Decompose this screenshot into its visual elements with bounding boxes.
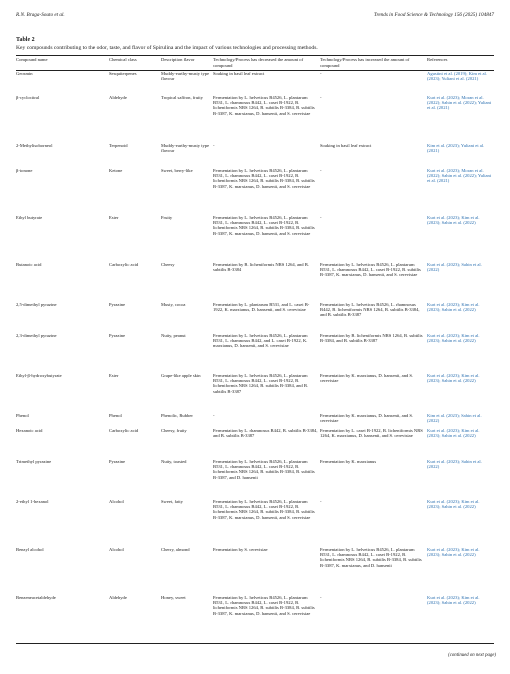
chemical-class: Pyrazine: [109, 301, 126, 307]
flavor-description: Fruity: [161, 214, 173, 220]
compound-name: 2,3-dimethyl pyrazine: [16, 332, 57, 338]
increased-by: -: [320, 94, 322, 100]
flavor-description: Phenolic, Rubber: [161, 412, 193, 418]
table-row: [16, 302, 494, 333]
decreased-by: Fermentation by L. plantarum B531, and L. casei B-1922, K. marxianus, D. hansenii, and S. cerevisiae: [213, 301, 310, 312]
increased-by: Fermentation by L. helveticus B4526, L. plantarum B531, L. rhamnosus B442, L. casei B-1922, B. licheniformis NRS 1264, B. subtilis B-3384, B. subtilis B-3387, K. marxianus, and D. hansenii: [320, 546, 422, 568]
increased-by: Soaking in basil leaf extract: [320, 142, 372, 148]
increased-by: Fermentation by L. casei B-1922, B. licheniformis NRS 1264, K. marxianus, D. hansenii, and S. cerevisiae: [320, 427, 423, 438]
decreased-by: Fermentation by B. licheniformis NRS 1264, and B. subtilis B-3384: [213, 261, 309, 272]
flavor-description: Cheesy, fruity: [161, 427, 187, 433]
flavor-description: Honey, sweet: [161, 594, 186, 600]
increased-by: -: [320, 70, 322, 76]
compound-name: Ethyl-β-hydroxybutyrate: [16, 372, 62, 378]
compound-name: Benzyl alcohol: [16, 546, 44, 552]
journal-header: Trends in Food Science & Technology 156 (2025) 104847: [373, 12, 494, 18]
flavor-description: Grape-like apple skin: [161, 372, 201, 378]
flavor-description: Sweet, berry-like: [161, 167, 193, 173]
increased-by: Fermentation by K. marxianus, D. hansenii, and S. cerevisiae: [320, 412, 414, 423]
decreased-by: Fermentation by L. helveticus B4526, L. plantarum B531, L. rhamnosus B442, L. casei B-1922, B. licheniformis NRS 1264, B. subtilis B-3384, B. subtilis B-3387, K. marxianus, D. hansenii, and S. cerevisiae: [213, 94, 315, 116]
table-caption: Key compounds contributing to the odor, taste, and flavor of Spirulina and the impact of various technologies and processing methods.: [16, 45, 318, 51]
column-header: Description flavor: [161, 56, 213, 71]
table-row: [16, 499, 494, 547]
chemical-class: Alcohol: [109, 498, 124, 504]
references[interactable]: Kurt et al. (2023); Moran et al. (2022); Sahin et al. (2022); Yuliani et al. (2021): [427, 94, 492, 111]
decreased-by: Fermentation by L. helveticus B4526, L. plantarum B531, L. rhamnosus B442, L. casei B-1922, B. licheniformis NRS 1264, B. subtilis B-3384, B. subtilis B-3387, K. marxianus, D. hansenii, and S. cerevisiae: [213, 214, 315, 236]
flavor-description: Cherry, almond: [161, 546, 190, 552]
table-row: [16, 143, 494, 168]
compound-name: β-ionone: [16, 167, 33, 173]
chemical-class: Terpenoid: [109, 142, 128, 148]
increased-by: -: [320, 214, 322, 220]
table-row: [16, 373, 494, 413]
references[interactable]: Kim et al. (2023); Yuliani et al. (2021): [427, 142, 485, 153]
chemical-class: Ester: [109, 214, 119, 220]
flavor-description: Nutty, toasted: [161, 458, 187, 464]
references[interactable]: Kim et al. (2023); Sahin et al. (2022): [427, 412, 482, 423]
table-row: [16, 215, 494, 262]
compound-name: Hexanoic acid: [16, 427, 43, 433]
references[interactable]: Kurt et al. (2023); Sahin et al. (2022): [427, 458, 482, 469]
table-row: [16, 70, 494, 95]
increased-by: Fermentation by B. licheniformis NRS 1264, B. subtilis B-3384, and B. subtilis B-3387: [320, 332, 423, 343]
column-header: Technology/Process has increased the amount of compound: [320, 56, 427, 71]
table-row: [16, 333, 494, 373]
table-row: [16, 595, 494, 643]
decreased-by: Fermentation by L. rhamnosus B442, B. subtilis B-3384, and B. subtilis B-3387: [213, 427, 318, 438]
decreased-by: Fermentation by L. helveticus B4526, L. plantarum B531, L. rhamnosus B442, L. casei B-1922, B. licheniformis NRS 1264, B. subtilis B-3384, and B. subtilis B-3387: [213, 372, 309, 394]
increased-by: -: [320, 167, 322, 173]
column-header: Chemical class: [109, 56, 161, 71]
decreased-by: -: [213, 142, 215, 148]
table-title: Table 2: [16, 37, 35, 43]
compound-name: 2-Methylisoborneol: [16, 142, 53, 148]
increased-by: -: [320, 498, 322, 504]
references[interactable]: Kurt et al. (2023); Kim et al. (2023); Sahin et al. (2022): [427, 546, 480, 557]
chemical-class: Pyrazine: [109, 458, 126, 464]
chemical-class: Alcohol: [109, 546, 124, 552]
increased-by: Fermentation by L. helveticus B4526, L. rhamnosus B442, B. licheniformis NRS 1264, B. subtilis B-3384, and B. subtilis B-3387: [320, 301, 420, 318]
chemical-class: Ketone: [109, 167, 123, 173]
references[interactable]: Kurt et al. (2023); Kim et al. (2023); Sahin et al. (2022): [427, 372, 480, 383]
author-header: R.N. Braga-Souto et al.: [16, 12, 65, 18]
compound-name: Phenol: [16, 412, 29, 418]
compound-name: Butanoic acid: [16, 261, 42, 267]
flavor-description: Nutty, peanut: [161, 332, 186, 338]
chemical-class: Aldehyde: [109, 94, 127, 100]
decreased-by: Fermentation by L. helveticus B4526, L. plantarum B531, L. rhamnosus B442, L. casei B-1922, B. licheniformis NRS 1264, B. subtilis B-3384, B. subtilis B-3387, and D. hansenii: [213, 458, 315, 480]
decreased-by: Soaking in basil leaf extract: [213, 70, 265, 76]
compound-name: β-cyclocitral: [16, 94, 40, 100]
references[interactable]: Kurt et al. (2023); Sahin et al. (2022): [427, 261, 482, 272]
compound-name: Trimethyl pyrazine: [16, 458, 52, 464]
chemical-class: Carboxylic acid: [109, 427, 139, 433]
references[interactable]: Kurt et al. (2023); Moran et al. (2022); Sahin et al. (2022); Yuliani et al. (2021): [427, 167, 492, 184]
references[interactable]: Kurt et al. (2023); Kim et al. (2023); Sahin et al. (2022): [427, 301, 480, 312]
continued-note: (continued on next page): [448, 653, 496, 658]
table-bottom-rule: [16, 643, 494, 644]
references[interactable]: Agustini et al. (2019); Kim et al. (2023); Yuliani et al. (2021): [427, 70, 487, 81]
table-header-row: [16, 56, 494, 71]
compound-name: Benzeneacetaldehyde: [16, 594, 56, 600]
increased-by: Fermentation by K. marxianus: [320, 458, 377, 464]
increased-by: -: [320, 594, 322, 600]
decreased-by: Fermentation by L. helveticus B4526, L. plantarum B531, L. rhamnosus B442, and L. casei B-1922, K. marxianus, D. hansenii, and S. cerevisiae: [213, 332, 308, 349]
flavor-description: Muddy-earthy-musty type flavour: [161, 142, 210, 153]
flavor-description: Muddy-earthy-musty type flavour: [161, 70, 210, 81]
chemical-class: Phenol: [109, 412, 122, 418]
table-row: [16, 168, 494, 215]
chemical-class: Sesquiterpenes: [109, 70, 137, 76]
page: [16, 12, 494, 644]
flavor-description: Tropical saffron, fruity: [161, 94, 203, 100]
chemical-class: Carboxylic acid: [109, 261, 139, 267]
references[interactable]: Kurt et al. (2023); Kim et al. (2023); Sahin et al. (2022): [427, 594, 480, 605]
decreased-by: -: [213, 412, 215, 418]
references[interactable]: Kurt et al. (2023); Kim et al. (2023); Sahin et al. (2022): [427, 498, 480, 509]
decreased-by: Fermentation by L. helveticus B4526, L. plantarum B531, L. rhamnosus B442, L. casei B-1922, B. licheniformis NRS 1264, B. subtilis B-3384, B. subtilis B-3387, K. marxianus, D. hansenii, and S. cerevisiae: [213, 594, 315, 616]
table-row: [16, 547, 494, 595]
decreased-by: Fermentation by L. helveticus B4526, L. plantarum B531, L. rhamnosus B442, L. casei B-1922, B. licheniformis NRS 1264, B. subtilis B-3384, B. subtilis B-3387, K. marxianus, D. hansenii, and S. cerevisiae: [213, 167, 315, 189]
table-row: [16, 428, 494, 459]
chemical-class: Ester: [109, 372, 119, 378]
compound-name: Ethyl butyrate: [16, 214, 43, 220]
flavor-description: Sweet, fatty: [161, 498, 183, 504]
references[interactable]: Kurt et al. (2023); Kim et al. (2023); Sahin et al. (2022): [427, 214, 480, 225]
compound-name: Geosmin: [16, 70, 33, 76]
column-header: Technology/Process has decreased the amount of compound: [213, 56, 320, 71]
column-header: Compound name: [16, 56, 109, 71]
increased-by: Fermentation by L. helveticus B4526, L. plantarum B531, L. rhamnosus B442, L. casei B-1922, B. subtilis B-3387, K. marxianus, D. hansenii, and S. cerevisiae: [320, 261, 421, 278]
column-header: References: [427, 56, 494, 71]
chemical-class: Pyrazine: [109, 332, 126, 338]
increased-by: Fermentation by K. marxianus, D. hansenii, and S. cerevisiae: [320, 372, 414, 383]
table-row: [16, 262, 494, 302]
compound-table: [16, 55, 494, 643]
flavor-description: Musty, cocoa: [161, 301, 186, 307]
flavor-description: Cheesy: [161, 261, 175, 267]
chemical-class: Aldehyde: [109, 594, 127, 600]
references[interactable]: Kurt et al. (2023); Kim et al. (2023); Sahin et al. (2022): [427, 332, 480, 343]
decreased-by: Fermentation by S. cerevisiae: [213, 546, 268, 552]
compound-name: 2,5-dimethyl pyrazine: [16, 301, 57, 307]
table-row: [16, 413, 494, 428]
decreased-by: Fermentation by L. helveticus B4526, L. plantarum B531, L. rhamnosus B442, L. casei B-1922, B. licheniformis NRS 1264, B. subtilis B-3384, B. subtilis B-3387, K. marxianus, D. hansenii, and S. cerevisiae: [213, 498, 315, 520]
table-row: [16, 95, 494, 143]
references[interactable]: Kurt et al. (2023); Kim et al. (2023); Sahin et al. (2022): [427, 427, 480, 438]
table-row: [16, 459, 494, 499]
running-head: [16, 12, 494, 19]
compound-name: 2-ethyl 1-hexanol: [16, 498, 49, 504]
